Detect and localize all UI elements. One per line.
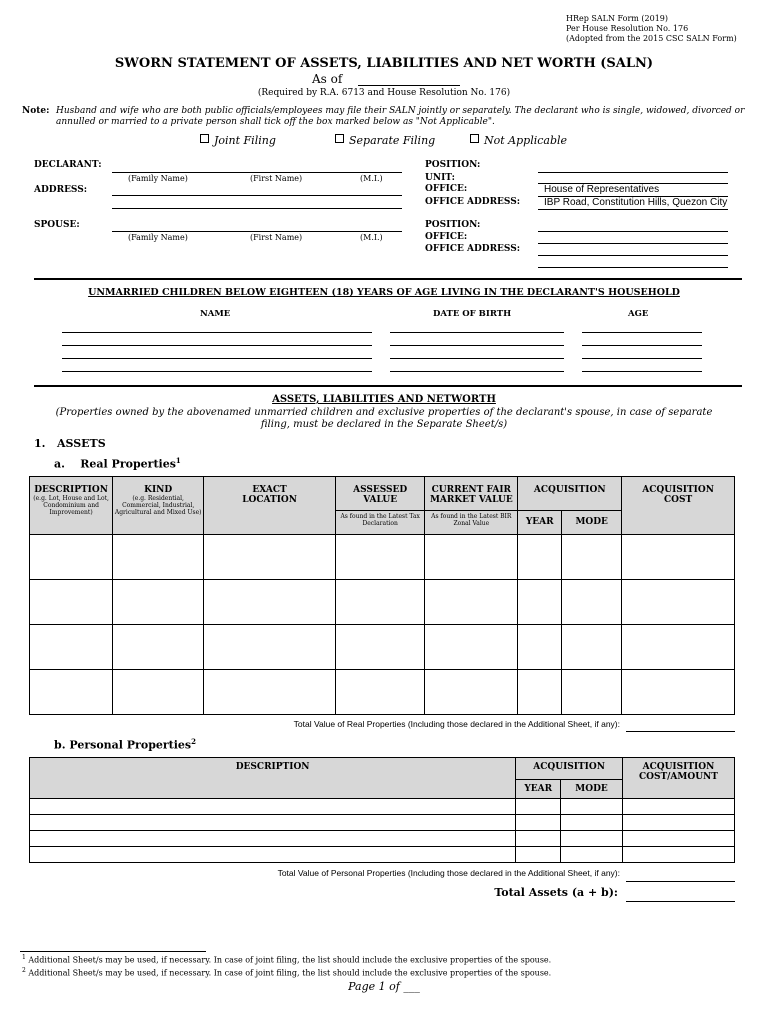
total-assets-label: Total Assets (a + b):	[494, 886, 618, 899]
table-cell[interactable]	[30, 831, 516, 847]
child-name-field[interactable]	[62, 358, 372, 359]
page-number: Page 1 of ___	[348, 980, 420, 993]
spouse-office-address-field-1[interactable]	[538, 255, 728, 256]
table-cell[interactable]	[335, 625, 424, 670]
description-note: (e.g. Lot, House and Lot, Condominium and Improvement)	[33, 495, 109, 516]
section-divider-1	[34, 278, 742, 280]
children-col-dob: DATE OF BIRTH	[433, 309, 512, 319]
required-by: (Required by R.A. 6713 and House Resolution No. 176)	[257, 88, 511, 98]
as-of-label: As of	[312, 72, 343, 86]
assets-heading: 1. ASSETS	[34, 437, 106, 450]
table-cell[interactable]	[113, 580, 204, 625]
office-label: OFFICE:	[425, 184, 468, 194]
address-label: ADDRESS:	[34, 185, 88, 195]
joint-filing-option[interactable]	[200, 134, 276, 147]
spouse-first-name-caption: (First Name)	[250, 233, 303, 242]
table-cell[interactable]	[113, 535, 204, 580]
personal-properties-table	[29, 757, 735, 863]
separate-filing-option[interactable]	[335, 134, 435, 147]
table-cell[interactable]	[562, 535, 622, 580]
child-age-field[interactable]	[582, 371, 702, 372]
personal-total-field[interactable]	[626, 881, 735, 882]
office-address-value: IBP Road, Constitution Hills, Quezon City	[544, 197, 728, 208]
children-col-age: AGE	[628, 309, 649, 319]
resolution-ref: Per House Resolution No. 176	[566, 24, 689, 33]
table-row	[30, 625, 735, 670]
spouse-office-label: OFFICE:	[425, 232, 468, 242]
table-cell[interactable]	[561, 815, 623, 831]
separate-filing-label: Separate Filing	[349, 134, 436, 147]
table-cell[interactable]	[335, 535, 424, 580]
child-name-field[interactable]	[62, 371, 372, 372]
form-code: HRep SALN Form (2019)	[566, 14, 668, 23]
table-cell[interactable]	[516, 847, 561, 863]
table-cell[interactable]	[30, 815, 516, 831]
table-cell[interactable]	[622, 580, 735, 625]
declarant-name-field[interactable]	[112, 172, 402, 173]
table-cell[interactable]	[622, 799, 734, 815]
table-row	[30, 580, 735, 625]
declarant-first-name-caption: (First Name)	[250, 174, 303, 183]
col-mode: MODE	[562, 511, 622, 535]
spouse-office-address-label: OFFICE ADDRESS:	[425, 244, 521, 254]
table-cell[interactable]	[30, 670, 113, 715]
children-title: UNMARRIED CHILDREN BELOW EIGHTEEN (18) YEARS OF AGE LIVING IN THE DECLARANT'S HOUSEHOLD	[88, 287, 680, 298]
col-acquisition-cost: ACQUISITION COST	[622, 477, 735, 535]
table-row	[30, 670, 735, 715]
alnw-title: ASSETS, LIABILITIES AND NETWORTH	[272, 394, 496, 405]
child-name-field[interactable]	[62, 345, 372, 346]
position-label: POSITION:	[425, 160, 481, 170]
declarant-label: DECLARANT:	[34, 160, 102, 170]
child-dob-field[interactable]	[390, 332, 564, 333]
table-cell[interactable]	[425, 670, 518, 715]
col-mode: MODE	[561, 780, 623, 799]
alnw-subtitle: (Properties owned by the abovenamed unmarried children and exclusive properties of the declarant's spouse, in case of separate filing, must be declared in the Separate Sheet/s)	[55, 407, 713, 430]
separate-filing-checkbox[interactable]	[335, 134, 344, 143]
table-cell[interactable]	[425, 580, 518, 625]
table-cell[interactable]	[30, 847, 516, 863]
table-cell[interactable]	[622, 847, 734, 863]
table-cell[interactable]	[113, 625, 204, 670]
col-kind: KIND (e.g. Residential, Commercial, Industrial, Agricultural and Mixed Use)	[113, 477, 204, 535]
col-description: DESCRIPTION (e.g. Lot, House and Lot, Condominium and Improvement)	[30, 477, 113, 535]
table-cell[interactable]	[562, 670, 622, 715]
spouse-label: SPOUSE:	[34, 220, 80, 230]
table-cell[interactable]	[561, 799, 623, 815]
table-cell[interactable]	[30, 580, 113, 625]
table-row	[30, 831, 735, 847]
child-age-field[interactable]	[582, 358, 702, 359]
real-total-field[interactable]	[626, 731, 735, 732]
address-field-1[interactable]	[112, 195, 402, 196]
office-address-field-line[interactable]	[538, 209, 728, 210]
real-properties-footnote-ref: 1	[175, 456, 181, 465]
col-exact-location: EXACT LOCATION	[204, 477, 336, 535]
child-name-field[interactable]	[62, 332, 372, 333]
table-cell[interactable]	[518, 535, 562, 580]
footnote-2-number: 2	[22, 967, 26, 974]
footnote-1	[22, 954, 551, 965]
note-text: Husband and wife who are both public officials/employees may file their SALN jointly or separately. The declarant who is single, widowed, divorced or annulled or married to a private person shall tick off the box marked below as "Not Applicable".	[56, 106, 745, 127]
table-cell[interactable]	[622, 670, 735, 715]
table-cell[interactable]	[622, 535, 735, 580]
table-cell[interactable]	[335, 580, 424, 625]
table-cell[interactable]	[30, 625, 113, 670]
child-age-field[interactable]	[582, 332, 702, 333]
table-cell[interactable]	[561, 847, 623, 863]
table-cell[interactable]	[562, 625, 622, 670]
table-cell[interactable]	[425, 625, 518, 670]
table-row	[30, 535, 735, 580]
declarant-mi-caption: (M.I.)	[360, 174, 383, 183]
col-assessed-value: ASSESSED VALUE	[335, 477, 424, 511]
note-label: Note:	[22, 106, 50, 116]
assessed-value-note: As found in the Latest Tax Declaration	[335, 511, 424, 535]
children-col-name: NAME	[200, 309, 231, 319]
personal-properties-footnote-ref: 2	[191, 737, 196, 746]
col-acquisition-cost: ACQUISITION COST/AMOUNT	[622, 758, 734, 799]
col-year: YEAR	[516, 780, 561, 799]
total-assets-field[interactable]	[626, 901, 735, 902]
spouse-office-field[interactable]	[538, 243, 728, 244]
child-dob-field[interactable]	[390, 358, 564, 359]
child-age-field[interactable]	[582, 345, 702, 346]
kind-note: (e.g. Residential, Commercial, Industrial, Agricultural and Mixed Use)	[114, 495, 202, 516]
table-cell[interactable]	[30, 535, 113, 580]
col-acquisition: ACQUISITION	[516, 758, 623, 780]
table-cell[interactable]	[204, 625, 336, 670]
office-address-label: OFFICE ADDRESS:	[425, 197, 521, 207]
not-applicable-label: Not Applicable	[484, 134, 568, 147]
footnote-1-number: 1	[22, 954, 26, 961]
joint-filing-label: Joint Filing	[214, 134, 276, 147]
table-cell[interactable]	[562, 580, 622, 625]
child-dob-field[interactable]	[390, 345, 564, 346]
table-cell[interactable]	[516, 831, 561, 847]
col-acquisition: ACQUISITION	[518, 477, 622, 511]
table-cell[interactable]	[561, 831, 623, 847]
col-description: DESCRIPTION	[30, 758, 516, 799]
table-cell[interactable]	[113, 670, 204, 715]
table-row	[30, 799, 735, 815]
table-cell[interactable]	[204, 580, 336, 625]
position-field[interactable]	[538, 172, 728, 173]
office-value: House of Representatives	[544, 184, 660, 195]
table-cell[interactable]	[622, 815, 734, 831]
table-cell[interactable]	[516, 815, 561, 831]
not-applicable-checkbox[interactable]	[470, 134, 479, 143]
col-year: YEAR	[518, 511, 562, 535]
child-dob-field[interactable]	[390, 371, 564, 372]
personal-properties-heading	[54, 737, 196, 752]
market-value-note: As found in the Latest BIR Zonal Value	[425, 511, 518, 535]
page-title: SWORN STATEMENT OF ASSETS, LIABILITIES AND NET WORTH (SALN)	[114, 56, 654, 71]
table-cell[interactable]	[518, 670, 562, 715]
table-cell[interactable]	[518, 580, 562, 625]
as-of-date-field[interactable]	[358, 85, 460, 86]
real-properties-title: a. Real Properties	[54, 457, 176, 471]
personal-total-label: Total Value of Personal Properties (Including those declared in the Additional Sheet, if any):	[277, 868, 620, 878]
spouse-office-address-field-2[interactable]	[538, 267, 728, 268]
real-properties-heading	[54, 456, 181, 471]
address-field-2[interactable]	[112, 208, 402, 209]
table-cell[interactable]	[622, 625, 735, 670]
spouse-position-field[interactable]	[538, 231, 728, 232]
spouse-mi-caption: (M.I.)	[360, 233, 383, 242]
col-market-value: CURRENT FAIR MARKET VALUE	[425, 477, 518, 511]
form-reference	[566, 14, 737, 44]
table-cell[interactable]	[30, 799, 516, 815]
table-cell[interactable]	[518, 625, 562, 670]
footnote-1-text: Additional Sheet/s may be used, if necessary. In case of joint filing, the list should include the exclusive properties of the spouse.	[28, 955, 552, 965]
table-cell[interactable]	[425, 535, 518, 580]
declarant-family-name-caption: (Family Name)	[128, 174, 188, 183]
footnote-2-text: Additional Sheet/s may be used, if necessary. In case of joint filing, the list should include the exclusive properties of the spouse.	[28, 968, 552, 978]
footnote-2	[22, 967, 551, 978]
joint-filing-checkbox[interactable]	[200, 134, 209, 143]
table-cell[interactable]	[204, 670, 336, 715]
table-cell[interactable]	[335, 670, 424, 715]
not-applicable-option[interactable]	[470, 134, 567, 147]
table-row	[30, 815, 735, 831]
spouse-family-name-caption: (Family Name)	[128, 233, 188, 242]
table-cell[interactable]	[516, 799, 561, 815]
real-properties-table	[29, 476, 735, 715]
spouse-position-label: POSITION:	[425, 220, 481, 230]
unit-label: UNIT:	[425, 173, 455, 183]
table-row	[30, 847, 735, 863]
personal-properties-title: b. Personal Properties	[54, 738, 192, 752]
table-cell[interactable]	[622, 831, 734, 847]
adopted-ref: (Adopted from the 2015 CSC SALN Form)	[566, 34, 737, 43]
spouse-name-field[interactable]	[112, 231, 402, 232]
table-cell[interactable]	[204, 535, 336, 580]
footnote-separator	[20, 951, 206, 952]
real-total-label: Total Value of Real Properties (Including those declared in the Additional Sheet, if any):	[293, 719, 620, 729]
section-divider-2	[34, 385, 742, 387]
